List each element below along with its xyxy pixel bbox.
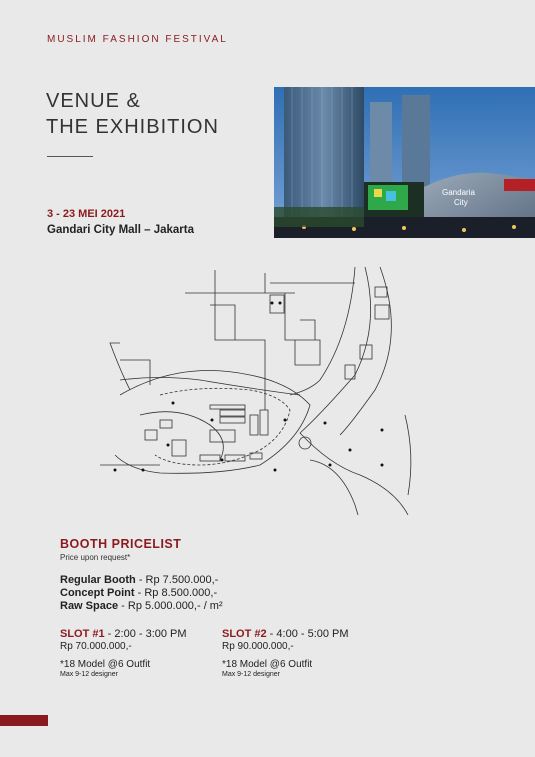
slot-2-models: *18 Model @6 Outfit <box>222 659 313 670</box>
slot-1-price: Rp 70.000.000,- <box>60 641 132 652</box>
price-item <box>60 600 223 612</box>
title-line-2: THE EXHIBITION <box>46 116 219 138</box>
venue-location: Gandari City Mall – Jakarta <box>47 224 195 236</box>
price-item-name: Concept Point <box>60 587 135 599</box>
slot-name: SLOT #2 <box>222 628 267 640</box>
festival-label: MUSLIM FASHION FESTIVAL <box>47 34 228 45</box>
price-item-name: Regular Booth <box>60 574 136 586</box>
title-divider <box>47 156 93 157</box>
slot-name: SLOT #1 <box>60 628 105 640</box>
svg-text:City: City <box>454 198 468 207</box>
slot-2-heading <box>222 628 349 640</box>
booth-pricelist-subtitle: Price upon request* <box>60 553 131 562</box>
corner-accent-bar <box>0 715 48 726</box>
slot-1-models: *18 Model @6 Outfit <box>60 659 151 670</box>
price-item <box>60 587 217 599</box>
floor-plan <box>100 265 420 515</box>
slot-2-designers: Max 9-12 designer <box>222 671 280 678</box>
svg-text:Gandaria: Gandaria <box>442 188 475 197</box>
slot-1-designers: Max 9-12 designer <box>60 671 118 678</box>
price-item-value: - Rp 8.500.000,- <box>134 587 218 599</box>
booth-pricelist-title: BOOTH PRICELIST <box>60 537 182 551</box>
title-line-1: VENUE & <box>46 90 141 112</box>
slot-time: - 4:00 - 5:00 PM <box>266 628 349 640</box>
venue-photo <box>274 87 535 238</box>
slot-time: - 2:00 - 3:00 PM <box>104 628 187 640</box>
section-title <box>46 88 219 140</box>
slot-1-heading <box>60 628 187 640</box>
slot-2-price: Rp 90.000.000,- <box>222 641 294 652</box>
price-item-name: Raw Space <box>60 600 119 612</box>
price-item-value: - Rp 5.000.000,- / m² <box>118 600 223 612</box>
event-dates: 3 - 23 MEI 2021 <box>47 208 126 220</box>
price-item-value: - Rp 7.500.000,- <box>135 574 219 586</box>
price-item <box>60 574 218 586</box>
